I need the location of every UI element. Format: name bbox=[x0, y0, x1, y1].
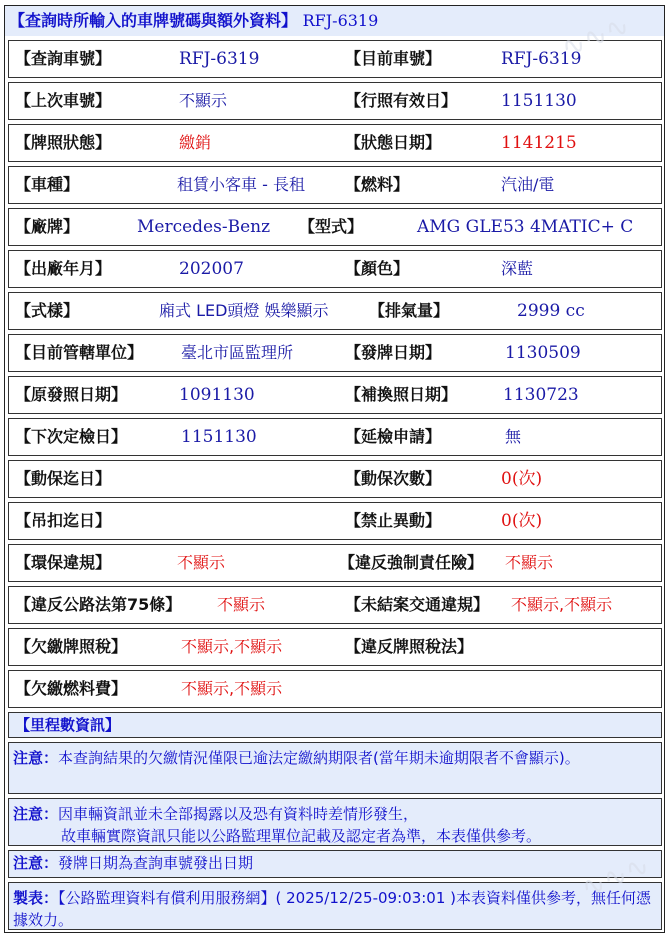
label-reissue-date: 【補換照日期】 bbox=[345, 385, 458, 404]
label-model: 【型式】 bbox=[299, 217, 364, 236]
label-brand: 【廠牌】 bbox=[15, 217, 80, 236]
row-plate-status bbox=[8, 124, 662, 162]
value-next-inspection: 1151130 bbox=[181, 427, 257, 447]
note-lead: 注意： bbox=[13, 854, 59, 872]
mileage-title: 【里程數資訊】 bbox=[15, 716, 121, 734]
label-color: 【顏色】 bbox=[345, 259, 410, 278]
value-jurisdiction: 臺北市區監理所 bbox=[181, 343, 294, 362]
value-lien-count: 0(次) bbox=[501, 469, 543, 489]
value-issue-date: 1130509 bbox=[505, 343, 581, 363]
value-current-plate: RFJ-6319 bbox=[501, 49, 582, 69]
label-next-inspection: 【下次定檢日】 bbox=[15, 427, 128, 446]
row-fuel-fee bbox=[8, 670, 662, 708]
value-open-traffic-violation: 不顯示,不顯示 bbox=[511, 595, 613, 614]
value-status-date: 1141215 bbox=[501, 133, 577, 153]
value-manufacture-date: 202007 bbox=[179, 259, 244, 279]
value-unpaid-license-tax: 不顯示,不顯示 bbox=[181, 637, 283, 656]
value-inspection-extension: 無 bbox=[505, 427, 522, 446]
label-open-traffic-violation: 【未結案交通違規】 bbox=[345, 595, 490, 614]
label-vehicle-type: 【車種】 bbox=[15, 175, 80, 194]
value-vehicle-type: 租賃小客車 - 長租 bbox=[177, 175, 305, 194]
value-fuel: 汽油/電 bbox=[501, 175, 555, 194]
label-license-tax-violation: 【違反牌照稅法】 bbox=[345, 637, 474, 656]
note-line-1: 因車輛資訊並未全部揭露以及恐有資料時差情形發生， bbox=[58, 805, 419, 823]
row-vehicle-type bbox=[8, 166, 662, 204]
label-query-plate: 【查詢車號】 bbox=[15, 49, 112, 68]
value-license-valid: 1151130 bbox=[501, 91, 577, 111]
note-issue-date bbox=[8, 850, 662, 878]
watermark-top: ∿∿∿ bbox=[556, 8, 635, 65]
label-lien-end: 【動保迄日】 bbox=[15, 469, 112, 488]
row-manufacture bbox=[8, 250, 662, 288]
label-style: 【式樣】 bbox=[15, 301, 80, 320]
note-text: 本查詢結果的欠繳情況僅限已逾法定繳納期限者(當年期未逾期限者不會顯示)。 bbox=[58, 749, 580, 767]
label-unpaid-license-tax: 【欠繳牌照稅】 bbox=[15, 637, 128, 656]
label-manufacture-date: 【出廠年月】 bbox=[15, 259, 112, 278]
label-original-license-date: 【原發照日期】 bbox=[15, 385, 128, 404]
label-plate-status: 【牌照狀態】 bbox=[15, 133, 112, 152]
label-issue-date: 【發牌日期】 bbox=[345, 343, 442, 362]
label-highway-law-violation: 【違反公路法第75條】 bbox=[15, 595, 182, 614]
value-model: AMG GLE53 4MATIC+ C bbox=[417, 217, 634, 237]
footer-text: 【公路監理資料有償利用服務網】( 2025/12/25-09:03:01 )本表資料僅供參考，無任何憑據效力。 bbox=[13, 889, 651, 929]
label-suspension-end: 【吊扣迄日】 bbox=[15, 511, 112, 530]
label-lien-count: 【動保次數】 bbox=[345, 469, 442, 488]
row-lien bbox=[8, 460, 662, 498]
header-plate: RFJ-6319 bbox=[302, 11, 379, 30]
value-brand: Mercedes-Benz bbox=[137, 217, 271, 237]
value-style: 廂式 LED頭燈 娛樂顯示 bbox=[159, 301, 329, 320]
mileage-section-title bbox=[8, 712, 662, 738]
value-highway-law-violation: 不顯示 bbox=[217, 595, 266, 614]
report-footer bbox=[8, 882, 662, 930]
label-current-plate: 【目前車號】 bbox=[345, 49, 442, 68]
note-line-2: 故車輛實際資訊只能以公路監理單位記載及認定者為準，本表僅供參考。 bbox=[61, 827, 542, 845]
row-previous-plate bbox=[8, 82, 662, 120]
label-fuel: 【燃料】 bbox=[345, 175, 410, 194]
value-transfer-ban: 0(次) bbox=[501, 511, 543, 531]
watermark-bottom: ∿∿∿ bbox=[576, 848, 655, 905]
value-insurance-violation: 不顯示 bbox=[505, 553, 554, 572]
value-color: 深藍 bbox=[501, 259, 534, 278]
row-environment bbox=[8, 544, 662, 582]
note-disclaimer bbox=[8, 798, 662, 846]
value-previous-plate: 不顯示 bbox=[179, 91, 228, 110]
label-license-valid: 【行照有效日】 bbox=[345, 91, 458, 110]
value-displacement: 2999 cc bbox=[517, 301, 585, 321]
row-license-tax bbox=[8, 628, 662, 666]
label-env-violation: 【環保違規】 bbox=[15, 553, 112, 572]
label-transfer-ban: 【禁止異動】 bbox=[345, 511, 442, 530]
label-inspection-extension: 【延檢申請】 bbox=[345, 427, 442, 446]
value-query-plate: RFJ-6319 bbox=[179, 49, 260, 69]
row-original-license bbox=[8, 376, 662, 414]
label-status-date: 【狀態日期】 bbox=[345, 133, 442, 152]
row-brand bbox=[8, 208, 662, 246]
value-reissue-date: 1130723 bbox=[503, 385, 579, 405]
row-style bbox=[8, 292, 662, 330]
label-previous-plate: 【上次車號】 bbox=[15, 91, 112, 110]
header-title: 【查詢時所輸入的車牌號碼與額外資料】 bbox=[9, 11, 298, 30]
note-lead: 注意： bbox=[13, 749, 59, 767]
row-inspection bbox=[8, 418, 662, 456]
row-jurisdiction bbox=[8, 334, 662, 372]
note-text: 發牌日期為查詢車號發出日期 bbox=[58, 854, 254, 872]
row-suspension bbox=[8, 502, 662, 540]
label-jurisdiction: 【目前管轄單位】 bbox=[15, 343, 144, 362]
value-original-license-date: 1091130 bbox=[179, 385, 255, 405]
footer-lead: 製表： bbox=[13, 889, 59, 907]
value-env-violation: 不顯示 bbox=[177, 553, 226, 572]
label-displacement: 【排氣量】 bbox=[369, 301, 450, 320]
row-highway-law bbox=[8, 586, 662, 624]
label-insurance-violation: 【違反強制責任險】 bbox=[339, 553, 484, 572]
value-plate-status: 繳銷 bbox=[179, 133, 212, 152]
label-unpaid-fuel-fee: 【欠繳燃料費】 bbox=[15, 679, 128, 698]
note-overdue bbox=[8, 742, 662, 794]
value-unpaid-fuel-fee: 不顯示,不顯示 bbox=[181, 679, 283, 698]
note-lead: 注意： bbox=[13, 805, 59, 823]
